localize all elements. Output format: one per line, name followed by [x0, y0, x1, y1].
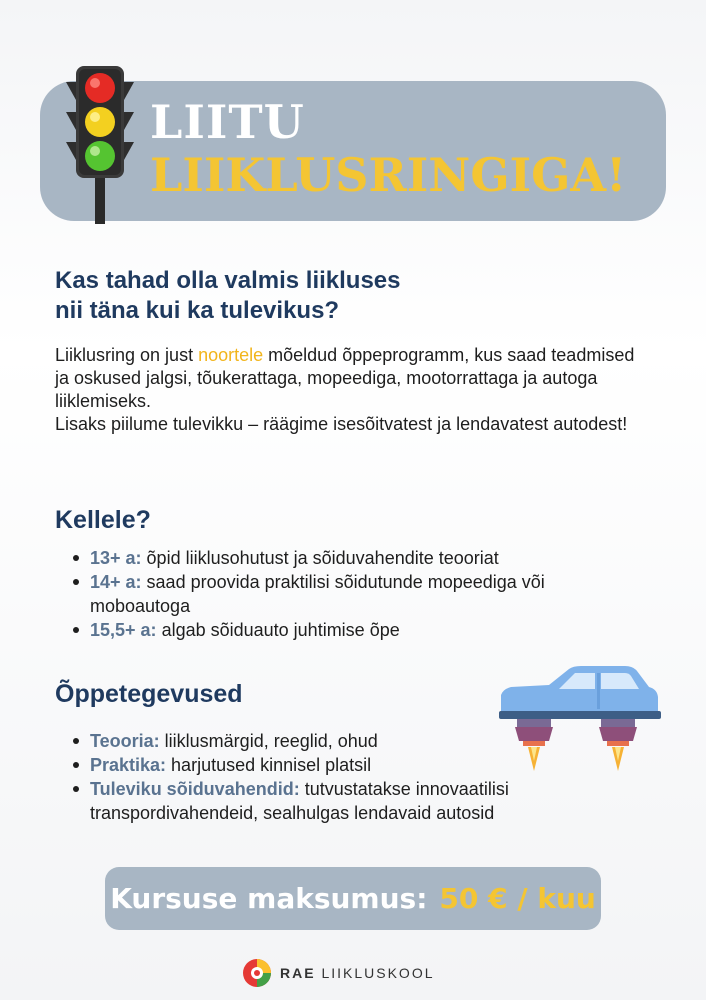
intro-heading	[55, 266, 515, 326]
banner-title-line1: LIITU	[150, 95, 305, 149]
kellele-heading: Kellele?	[55, 506, 151, 534]
intro-text-line2: Lisaks piilume tulevikku – räägime isesõitvatest ja lendavatest autodest!	[55, 414, 628, 434]
intro-text-start: Liiklusring on just	[55, 345, 199, 365]
intro-heading-line1: Kas tahad olla valmis liikluses	[55, 267, 401, 294]
rae-logo-icon	[242, 958, 272, 988]
intro-text-end: mõeldud õppeprogramm, kus saad teadmised ja oskused jalgsi, tõukerattaga, mopeediga, mootorrattaga ja autoga liiklemiseks.	[55, 345, 635, 411]
traffic-light-icon	[62, 62, 138, 224]
item-label: Praktika:	[90, 755, 167, 775]
item-label: 14+ a:	[90, 572, 142, 592]
list-item	[70, 777, 630, 825]
list-item	[70, 753, 630, 777]
intro-heading-line2: nii täna kui ka tulevikus?	[55, 297, 340, 324]
price-value: 50 € / kuu	[439, 882, 596, 915]
intro-paragraph	[55, 344, 635, 436]
item-label: Teooria:	[90, 731, 160, 751]
kellele-list	[70, 546, 630, 642]
logo-brand-rest: LIIKLUSKOOL	[315, 965, 435, 981]
list-item	[70, 570, 630, 618]
item-label: Tuleviku sõiduvahendid:	[90, 779, 300, 799]
item-text: saad proovida praktilisi sõidutunde mopeediga või moboautoga	[90, 572, 545, 616]
logo-brand-bold: RAE	[280, 965, 316, 981]
oppetegevused-list	[70, 729, 630, 825]
price-label: Kursuse maksumus:	[110, 882, 428, 915]
price-banner	[105, 867, 601, 930]
list-item	[70, 729, 630, 753]
logo-text	[280, 965, 435, 981]
item-label: 13+ a:	[90, 548, 142, 568]
item-text: liiklusmärgid, reeglid, ohud	[159, 731, 378, 751]
list-item	[70, 618, 630, 642]
item-text: algab sõiduauto juhtimise õpe	[156, 620, 400, 640]
item-text: tutvustatakse innovaatilisi transpordivahendeid, sealhulgas lendavaid autosid	[90, 779, 509, 823]
intro-highlight: noortele	[198, 345, 264, 365]
banner-title-line2: LIIKLUSRINGIGA!	[150, 148, 627, 202]
footer-logo	[242, 957, 435, 989]
item-text: harjutused kinnisel platsil	[166, 755, 372, 775]
item-text: õpid liiklusohutust ja sõiduvahendite teooriat	[141, 548, 499, 568]
oppetegevused-heading: Õppetegevused	[55, 680, 243, 708]
item-label: 15,5+ a:	[90, 620, 157, 640]
list-item	[70, 546, 630, 570]
